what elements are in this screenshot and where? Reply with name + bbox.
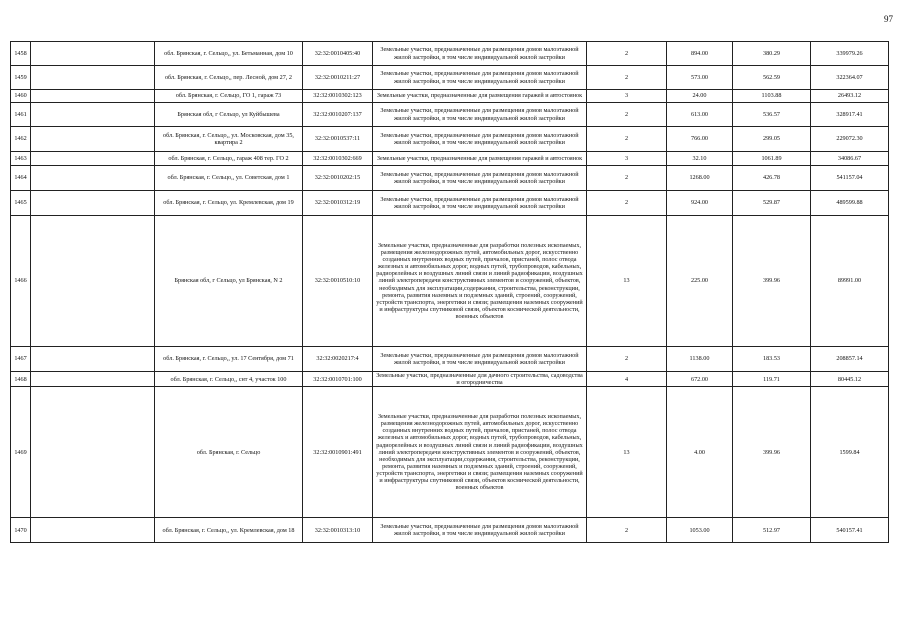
address-cell: обл. Брянская, г. Сельцо,, пер. Лесной, дом 27, 2 — [155, 66, 303, 90]
cadastral-value-cell: 229072.30 — [811, 127, 889, 152]
group-cell: 2 — [587, 103, 667, 127]
table-row — [11, 347, 889, 372]
blank-cell — [31, 372, 155, 387]
table-row — [11, 127, 889, 152]
blank-cell — [31, 191, 155, 216]
specific-value-cell: 1061.89 — [733, 152, 811, 166]
group-cell: 13 — [587, 216, 667, 347]
cadastral-value-cell: 541157.04 — [811, 166, 889, 191]
table-row — [11, 216, 889, 347]
land-use-cell: Земельные участки, предназначенные для размещения домов малоэтажной жилой застройки, в том числе индивидуальной жилой застройки — [373, 191, 587, 216]
cadastral-number-cell: 32:32:0010510:10 — [303, 216, 373, 347]
specific-value-cell: 529.87 — [733, 191, 811, 216]
row-number: 1459 — [11, 66, 31, 90]
cadastral-number-cell: 32:32:0010202:15 — [303, 166, 373, 191]
cadastral-value-cell: 489599.88 — [811, 191, 889, 216]
area-cell: 1053.00 — [667, 518, 733, 543]
table-row — [11, 103, 889, 127]
cadastral-number-cell: 32:32:0010313:10 — [303, 518, 373, 543]
group-cell: 13 — [587, 387, 667, 518]
address-cell: обл. Брянская, г. Сельцо — [155, 387, 303, 518]
address-cell: обл. Брянская, г. Сельцо,, снт 4, участок 100 — [155, 372, 303, 387]
cadastral-value-cell: 328917.41 — [811, 103, 889, 127]
table-row — [11, 387, 889, 518]
land-use-cell: Земельные участки, предназначенные для размещения домов малоэтажной жилой застройки, в том числе индивидуальной жилой застройки — [373, 66, 587, 90]
specific-value-cell: 183.53 — [733, 347, 811, 372]
row-number: 1463 — [11, 152, 31, 166]
table-row — [11, 166, 889, 191]
table-row — [11, 372, 889, 387]
cadastral-value-cell: 540157.41 — [811, 518, 889, 543]
group-cell: 2 — [587, 42, 667, 66]
blank-cell — [31, 66, 155, 90]
specific-value-cell: 399.96 — [733, 387, 811, 518]
group-cell: 4 — [587, 372, 667, 387]
blank-cell — [31, 90, 155, 103]
group-cell: 2 — [587, 66, 667, 90]
cadastral-number-cell: 32:32:0010312:19 — [303, 191, 373, 216]
land-use-cell: Земельные участки, предназначенные для размещения домов малоэтажной жилой застройки, в том числе индивидуальной жилой застройки — [373, 103, 587, 127]
group-cell: 2 — [587, 518, 667, 543]
cadastral-number-cell: 32:32:0020217:4 — [303, 347, 373, 372]
specific-value-cell: 399.96 — [733, 216, 811, 347]
land-use-cell: Земельные участки, предназначенные для размещения гаражей и автостоянок — [373, 90, 587, 103]
blank-cell — [31, 166, 155, 191]
blank-cell — [31, 152, 155, 166]
address-cell: Брянская обл, г Сельцо, ул Куйбышева — [155, 103, 303, 127]
land-use-cell: Земельные участки, предназначенные для разработки полезных ископаемых, размещения железнодорожных путей, автомобильных дорог, искусственно созданных внутренних водных путей, причалов, пристаней, полос отвода железных и автомобильных дорог, водных путей, трубопроводов, кабельных, радиорелейных и воздушных линий связи и линий радиофикации, воздушных линий электропередачи конструктивных элементов и сооружений, объектов, необходимых для эксплуатации,содержания, строительства, реконструкции, ремонта, развития наземных и подземных зданий, строений, сооружений, устройств транспорта, энергетики и связи; размещения наземных сооружений и инфраструктуры спутниковой связи, объектов космической деятельности, военных объектов — [373, 216, 587, 347]
cadastral-value-cell: 208857.14 — [811, 347, 889, 372]
land-use-cell: Земельные участки, предназначенные для размещения домов малоэтажной жилой застройки, в том числе индивидуальной жилой застройки — [373, 166, 587, 191]
cadastral-value-cell: 1599.84 — [811, 387, 889, 518]
cadastral-value-table — [10, 41, 889, 543]
area-cell: 924.00 — [667, 191, 733, 216]
area-cell: 1268.00 — [667, 166, 733, 191]
land-use-cell: Земельные участки, предназначенные для размещения домов малоэтажной жилой застройки, в том числе индивидуальной жилой застройки — [373, 518, 587, 543]
group-cell: 2 — [587, 166, 667, 191]
cadastral-value-cell: 80445.12 — [811, 372, 889, 387]
cadastral-number-cell: 32:32:0010302:669 — [303, 152, 373, 166]
land-use-cell: Земельные участки, предназначенные для размещения домов малоэтажной жилой застройки, в том числе индивидуальной жилой застройки — [373, 127, 587, 152]
area-cell: 225.00 — [667, 216, 733, 347]
cadastral-number-cell: 32:32:0010701:100 — [303, 372, 373, 387]
table-row — [11, 152, 889, 166]
land-use-cell: Земельные участки, предназначенные для дачного строительства, садоводства и огородничества — [373, 372, 587, 387]
specific-value-cell: 512.97 — [733, 518, 811, 543]
blank-cell — [31, 103, 155, 127]
cadastral-number-cell: 32:32:0010537:11 — [303, 127, 373, 152]
address-cell: обл. Брянская, г. Сельцо,, ул. Московская, дом 35, квартира 2 — [155, 127, 303, 152]
page-number: 97 — [884, 14, 893, 24]
group-cell: 2 — [587, 191, 667, 216]
row-number: 1458 — [11, 42, 31, 66]
table-row — [11, 90, 889, 103]
blank-cell — [31, 216, 155, 347]
row-number: 1468 — [11, 372, 31, 387]
group-cell: 2 — [587, 347, 667, 372]
land-use-cell: Земельные участки, предназначенные для размещения домов малоэтажной жилой застройки, в том числе индивидуальной жилой застройки — [373, 42, 587, 66]
area-cell: 573.00 — [667, 66, 733, 90]
specific-value-cell: 562.59 — [733, 66, 811, 90]
row-number: 1464 — [11, 166, 31, 191]
area-cell: 672.00 — [667, 372, 733, 387]
cadastral-value-cell: 34086.67 — [811, 152, 889, 166]
cadastral-number-cell: 32:32:0010207:137 — [303, 103, 373, 127]
table-row — [11, 66, 889, 90]
area-cell: 4.00 — [667, 387, 733, 518]
row-number: 1469 — [11, 387, 31, 518]
group-cell: 2 — [587, 127, 667, 152]
area-cell: 766.00 — [667, 127, 733, 152]
row-number: 1466 — [11, 216, 31, 347]
address-cell: обл. Брянская, г. Сельцо,, ул. Кремлевская, дом 18 — [155, 518, 303, 543]
address-cell: обл. Брянская, г. Сельцо, ул. Кремлевская, дом 19 — [155, 191, 303, 216]
cadastral-value-cell: 339979.26 — [811, 42, 889, 66]
address-cell: обл. Брянская, г. Сельцо,, ул. Советская, дом 1 — [155, 166, 303, 191]
cadastral-number-cell: 32:32:0010405:40 — [303, 42, 373, 66]
cadastral-value-cell: 322364.07 — [811, 66, 889, 90]
blank-cell — [31, 347, 155, 372]
address-cell: обл. Брянская, г. Сельцо,, ул. Бетьманная, дом 10 — [155, 42, 303, 66]
cadastral-value-cell: 26493.12 — [811, 90, 889, 103]
cadastral-number-cell: 32:32:0010901:491 — [303, 387, 373, 518]
specific-value-cell: 536.57 — [733, 103, 811, 127]
blank-cell — [31, 387, 155, 518]
specific-value-cell: 299.05 — [733, 127, 811, 152]
row-number: 1462 — [11, 127, 31, 152]
group-cell: 3 — [587, 90, 667, 103]
row-number: 1467 — [11, 347, 31, 372]
blank-cell — [31, 127, 155, 152]
cadastral-number-cell: 32:32:0010302:123 — [303, 90, 373, 103]
blank-cell — [31, 42, 155, 66]
blank-cell — [31, 518, 155, 543]
specific-value-cell: 380.29 — [733, 42, 811, 66]
address-cell: обл. Брянская, г. Сельцо, ГО 1, гараж 73 — [155, 90, 303, 103]
address-cell: обл. Брянская, г. Сельцо,, гараж 408 тер. ГО 2 — [155, 152, 303, 166]
table-row — [11, 191, 889, 216]
area-cell: 613.00 — [667, 103, 733, 127]
group-cell: 3 — [587, 152, 667, 166]
row-number: 1470 — [11, 518, 31, 543]
area-cell: 32.10 — [667, 152, 733, 166]
land-use-cell: Земельные участки, предназначенные для размещения домов малоэтажной жилой застройки, в том числе индивидуальной жилой застройки — [373, 347, 587, 372]
address-cell: Брянская обл, г Сельцо, ул Брянская, N 2 — [155, 216, 303, 347]
area-cell: 894.00 — [667, 42, 733, 66]
area-cell: 1138.00 — [667, 347, 733, 372]
table-row — [11, 518, 889, 543]
specific-value-cell: 119.71 — [733, 372, 811, 387]
land-use-cell: Земельные участки, предназначенные для размещения гаражей и автостоянок — [373, 152, 587, 166]
table-row — [11, 42, 889, 66]
row-number: 1465 — [11, 191, 31, 216]
row-number: 1461 — [11, 103, 31, 127]
area-cell: 24.00 — [667, 90, 733, 103]
specific-value-cell: 1103.88 — [733, 90, 811, 103]
cadastral-value-cell: 89991.00 — [811, 216, 889, 347]
specific-value-cell: 426.78 — [733, 166, 811, 191]
address-cell: обл. Брянская, г. Сельцо,, ул. 17 Сентября, дом 71 — [155, 347, 303, 372]
cadastral-number-cell: 32:32:0010211:27 — [303, 66, 373, 90]
row-number: 1460 — [11, 90, 31, 103]
land-use-cell: Земельные участки, предназначенные для разработки полезных ископаемых, размещения железнодорожных путей, автомобильных дорог, искусственно созданных внутренних водных путей, причалов, пристаней, полос отвода железных и автомобильных дорог, водных путей, трубопроводов, кабельных, радиорелейных и воздушных линий связи и линий радиофикации, воздушных линий электропередачи конструктивных элементов и сооружений, объектов, необходимых для эксплуатации,содержания, строительства, реконструкции, ремонта, развития наземных и подземных зданий, строений, сооружений, устройств транспорта, энергетики и связи; размещения наземных сооружений и инфраструктуры спутниковой связи, объектов космической деятельности, военных объектов — [373, 387, 587, 518]
